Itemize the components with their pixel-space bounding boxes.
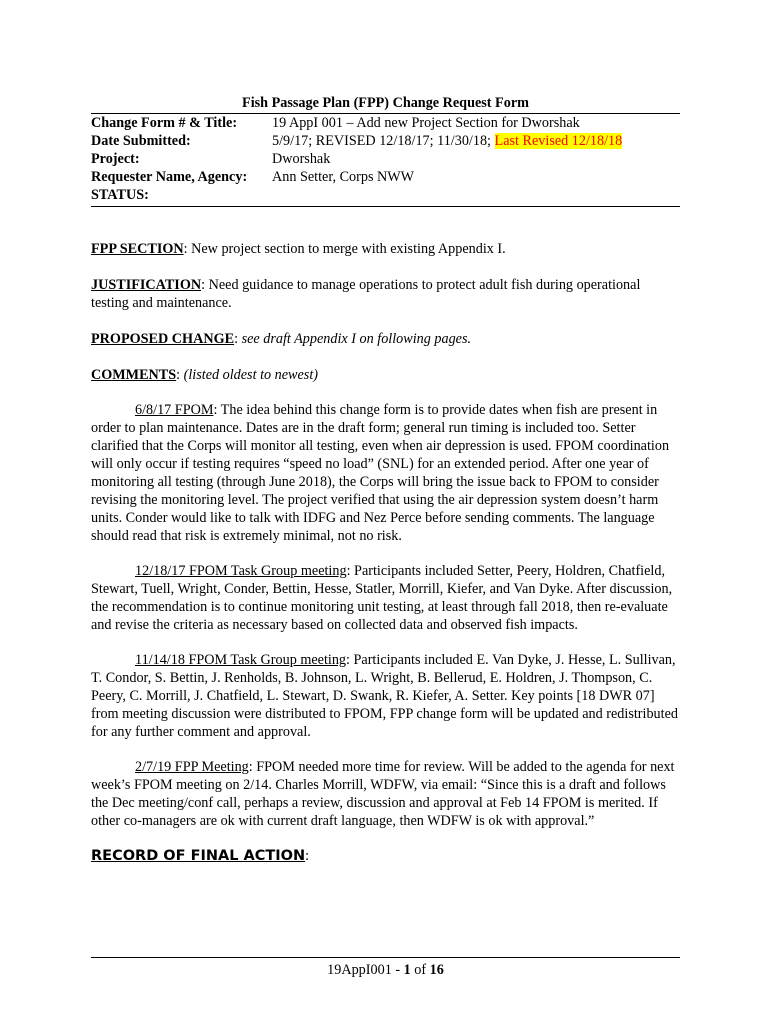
comments-label: COMMENTS — [91, 367, 177, 383]
form-header-table — [91, 114, 680, 204]
field-label: Project — [91, 151, 135, 167]
field-row-project: Project: Dworshak — [91, 151, 331, 167]
field-label: Requester Name, Agency — [91, 169, 243, 185]
fpp-section-paragraph: FPP SECTION: New project section to merge with existing Appendix I. — [91, 241, 506, 257]
field-value: Dworshak — [272, 151, 331, 167]
comment-text: : FPOM needed more time for review. Will be added to the agenda for next week’s FPOM meeting on 2/14. Charles Morrill, WDFW, via email: “Since this is a draft and follows the Dec meeting/conf call, perhaps a review, discussion and approval at Feb 14 FPOM is merited. If other co-managers are ok with current draft language, then WDFW is ok with approval.” — [91, 759, 675, 829]
field-label: Change Form # & Title — [91, 115, 233, 131]
field-label: STATUS — [91, 187, 145, 203]
document-page — [91, 94, 680, 865]
comments-heading: COMMENTS: (listed oldest to newest) — [91, 367, 318, 383]
justification-label: JUSTIFICATION — [91, 277, 202, 293]
comment-item — [91, 651, 680, 741]
record-of-final-action: RECORD OF FINAL ACTION: — [91, 848, 310, 864]
comment-text: : The idea behind this change form is to provide dates when fish are present in order to plan maintenance. Dates are in the draft form; general run timing is included too. Setter clarified that the Corps will monitor all testing, even when air depression is used. FPOM coordination will only occur if testing requires “speed no load” (SNL) for an extended period. After one year of monitoring all testing (through June 2018), the Corps will bring the issue back to FPOM to consider revising the monitoring level. The project verified that using the air depression system doesn’t harm units. Conder would like to talk with IDFG and Nez Perce before sending comments. The language should read that risk is extremely minimal, not no risk. — [91, 402, 670, 544]
field-row-requester: Requester Name, Agency: Ann Setter, Corps NWW — [91, 169, 415, 185]
comment-item — [91, 401, 680, 545]
comment-heading: 12/18/17 FPOM Task Group meeting — [135, 563, 347, 579]
comment-item — [91, 758, 680, 830]
proposed-change-paragraph: PROPOSED CHANGE: see draft Appendix I on following pages. — [91, 331, 472, 347]
header-rule — [91, 206, 680, 207]
justification-paragraph: JUSTIFICATION: Need guidance to manage operations to protect adult fish during operational testing and maintenance. — [91, 277, 641, 311]
highlighted-revision: Last Revised 12/18/18 — [494, 133, 623, 149]
comment-text: : Participants included Setter, Peery, Holdren, Chatfield, Stewart, Tuell, Wright, Conder, Bettin, Hesse, Statler, Morrill, Kiefer, and Van Dyke. After discussion, the recommendation is to continue monitoring unit testing, at least through fall 2018, then re-evaluate and revise the criteria as necessary based on collected data and observed fish impacts. — [91, 563, 673, 633]
comment-heading: 2/7/19 FPP Meeting — [135, 759, 249, 775]
proposed-change-label: PROPOSED CHANGE — [91, 331, 235, 347]
page-number: 19AppI001 - 1 of 16 — [327, 962, 444, 978]
comment-heading: 11/14/18 FPOM Task Group meeting — [135, 652, 347, 668]
page-footer — [91, 956, 680, 979]
field-value: 19 AppI 001 – Add new Project Section for Dworshak — [272, 115, 580, 131]
fpp-section-label: FPP SECTION — [91, 241, 184, 257]
field-row-status: STATUS: — [91, 187, 149, 203]
field-value: Ann Setter, Corps NWW — [272, 169, 415, 185]
comment-text: : Participants included E. Van Dyke, J. Hesse, L. Sullivan, T. Condor, S. Bettin, J. Renholds, B. Johnson, L. Wright, B. Bellerud, E. Holdren, J. Thompson, C. Peery, C. Morrill, J. Chatfield, L. Stewart, D. Swank, R. Kiefer, A. Setter. Key points [18 DWR 07] from meeting discussion were distributed to FPOM, FPP change form will be updated and redistributed for any further comment and approval. — [91, 652, 678, 740]
footer-rule — [91, 957, 680, 958]
field-row-change-form: Change Form # & Title: 19 AppI 001 – Add new Project Section for Dworshak — [91, 115, 580, 131]
field-value: 5/9/17; REVISED 12/18/17; 11/30/18; — [272, 133, 495, 149]
field-label: Date Submitted — [91, 133, 186, 149]
comment-item — [91, 562, 680, 634]
form-title: Fish Passage Plan (FPP) Change Request Form — [242, 95, 529, 111]
comment-heading: 6/8/17 FPOM — [135, 402, 214, 418]
record-label: RECORD OF FINAL ACTION — [91, 848, 306, 864]
field-row-date-submitted: Date Submitted: 5/9/17; REVISED 12/18/17; 11/30/18; Last Revised 12/18/18 — [91, 133, 623, 149]
